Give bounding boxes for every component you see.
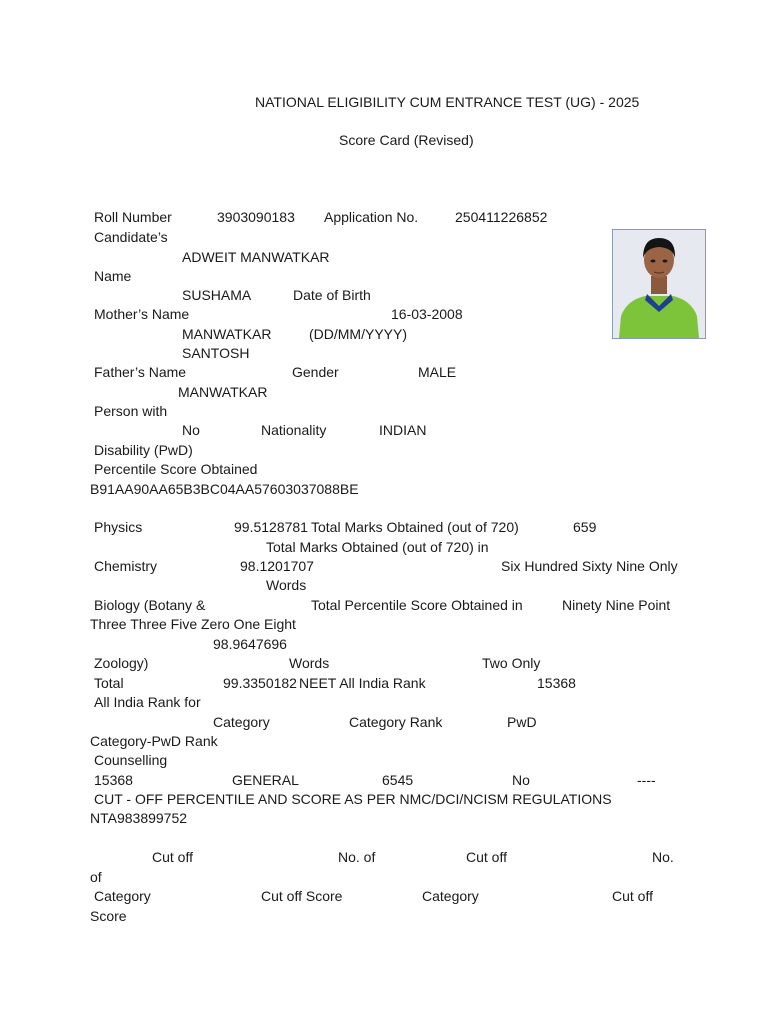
- no-of-col-label: No. of: [338, 849, 376, 865]
- percentile-heading: Percentile Score Obtained: [94, 461, 258, 477]
- physics-value: 99.5128781: [234, 519, 308, 535]
- cutoff-score-label: Cut off Score: [261, 888, 343, 904]
- total-marks-label: Total Marks Obtained (out of 720): [311, 519, 519, 535]
- biology-label: Biology (Botany &: [94, 597, 206, 613]
- pwd-rank-value: No: [512, 772, 530, 788]
- score-col-label: Score: [90, 908, 127, 924]
- counselling-rank-label: All India Rank for: [94, 694, 201, 710]
- no-col-label: No.: [652, 849, 674, 865]
- percentile-words-label-cont: Words: [289, 655, 330, 671]
- candidate-name-label: Candidate’s: [94, 229, 168, 245]
- category-pwd-rank-value: ----: [637, 772, 656, 788]
- candidate-name-label-cont: Name: [94, 268, 132, 284]
- total-value: 99.3350182: [223, 675, 297, 691]
- marks-words-label-cont: Words: [266, 577, 307, 593]
- dob-format: (DD/MM/YYYY): [309, 326, 407, 342]
- cutoff-category-label: Category: [94, 888, 151, 904]
- gender-label: Gender: [292, 364, 339, 380]
- counselling-rank-label-cont: Counselling: [94, 752, 168, 768]
- father-name-value: SANTOSH: [182, 345, 250, 361]
- page-subtitle: Score Card (Revised): [339, 132, 474, 148]
- candidate-photo: [612, 229, 706, 339]
- mother-name-value-cont: MANWATKAR: [182, 326, 272, 342]
- percentile-words-value-end: Two Only: [482, 655, 541, 671]
- dob-value: 16-03-2008: [391, 306, 463, 322]
- page-title: NATIONAL ELIGIBILITY CUM ENTRANCE TEST (UG) - 2025: [255, 94, 640, 110]
- cutoff-col-label-1: Cut off: [152, 849, 193, 865]
- candidate-name-value: ADWEIT MANWATKAR: [182, 249, 330, 265]
- air-label: NEET All India Rank: [299, 675, 426, 691]
- nationality-value: INDIAN: [379, 422, 427, 438]
- father-name-label: Father’s Name: [94, 364, 187, 380]
- dob-label: Date of Birth: [293, 287, 371, 303]
- category-rank-label: Category Rank: [349, 714, 443, 730]
- percentile-words-value-cont: Three Three Five Zero One Eight: [90, 616, 296, 632]
- application-no-label: Application No.: [324, 209, 419, 225]
- of-col-label: of: [90, 869, 102, 885]
- cutoff-heading: CUT - OFF PERCENTILE AND SCORE AS PER NMC/DCI/NCISM REGULATIONS: [94, 791, 612, 807]
- physics-label: Physics: [94, 519, 143, 535]
- chemistry-value: 98.1201707: [240, 558, 314, 574]
- roll-number-value: 3903090183: [217, 209, 295, 225]
- cutoff-category-label-2: Category: [422, 888, 479, 904]
- pwd-label-cont: Disability (PwD): [94, 442, 193, 458]
- marks-words-label: Total Marks Obtained (out of 720) in: [266, 539, 489, 555]
- father-name-value-cont: MANWATKAR: [178, 384, 268, 400]
- total-marks-value: 659: [573, 519, 597, 535]
- total-label: Total: [94, 675, 124, 691]
- category-rank-value: 6545: [382, 772, 414, 788]
- nationality-label: Nationality: [261, 422, 327, 438]
- category-label: Category: [213, 714, 270, 730]
- percentile-words-label: Total Percentile Score Obtained in: [311, 597, 523, 613]
- pwd-rank-label: PwD: [507, 714, 537, 730]
- category-pwd-rank-label: Category-PwD Rank: [90, 733, 218, 749]
- candidate-photo-icon: [613, 230, 705, 338]
- air-value: 15368: [537, 675, 576, 691]
- cutoff-col-label-3: Cut off: [612, 888, 653, 904]
- pwd-label: Person with: [94, 403, 168, 419]
- mother-name-label: Mother’s Name: [94, 306, 190, 322]
- nta-code: NTA983899752: [90, 810, 188, 826]
- cutoff-col-label-2: Cut off: [466, 849, 507, 865]
- percentile-words-value: Ninety Nine Point: [562, 597, 671, 613]
- counselling-rank-value: 15368: [94, 772, 133, 788]
- mother-name-value: SUSHAMA: [182, 287, 252, 303]
- roll-number-label: Roll Number: [94, 209, 172, 225]
- application-no-value: 250411226852: [455, 209, 548, 225]
- marks-words-value: Six Hundred Sixty Nine Only: [501, 558, 678, 574]
- pwd-value: No: [182, 422, 200, 438]
- gender-value: MALE: [418, 364, 457, 380]
- biology-label-cont: Zoology): [94, 655, 149, 671]
- biology-value: 98.9647696: [213, 636, 287, 652]
- chemistry-label: Chemistry: [94, 558, 158, 574]
- category-value: GENERAL: [232, 772, 299, 788]
- score-hash: B91AA90AA65B3BC04AA57603037088BE: [90, 481, 359, 497]
